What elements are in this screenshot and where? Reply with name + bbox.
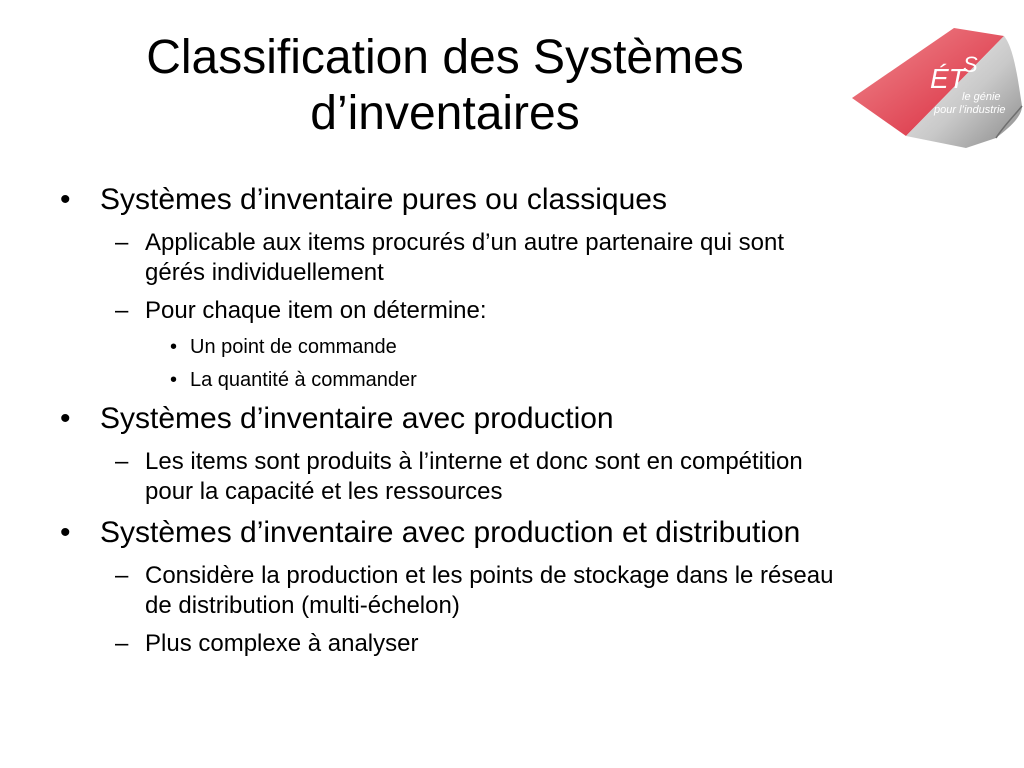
sub-bullet-marker: –	[115, 630, 129, 657]
bullet-marker: •	[60, 402, 71, 435]
sub-bullet-marker: –	[115, 229, 129, 256]
bullet-3-text: Systèmes d’inventaire avec production et distribution	[100, 516, 801, 549]
bullet-1-text: Systèmes d’inventaire pures ou classiques	[100, 183, 667, 216]
logo-superscript: S	[963, 52, 978, 77]
sub-bullet-marker: –	[115, 297, 129, 324]
bullet-2-text: Systèmes d’inventaire avec production	[100, 402, 614, 435]
bullet-marker: •	[60, 183, 71, 216]
sub-sub-bullet-marker: •	[170, 369, 178, 391]
logo-tagline-1: le génie	[962, 91, 1001, 103]
bullet-1-sub-1-line-2: gérés individuellement	[145, 259, 384, 286]
logo-tagline-2: pour l’industrie	[934, 104, 1006, 116]
bullet-3-sub-2-line-1: Plus complexe à analyser	[145, 630, 419, 657]
bullet-3-sub-1-line-1: Considère la production et les points de stockage dans le réseau	[145, 562, 834, 589]
bullet-2-sub-1-line-1: Les items sont produits à l’interne et donc sont en compétition	[145, 448, 803, 475]
bullet-2-sub-1-line-2: pour la capacité et les ressources	[145, 478, 503, 505]
logo-letters: ÉT	[930, 63, 966, 94]
sub-bullet-marker: –	[115, 562, 129, 589]
bullet-1-sub-2-line-1: Pour chaque item on détermine:	[145, 297, 487, 324]
sub-sub-bullet-marker: •	[170, 336, 178, 358]
slide-title-line-2: d’inventaires	[310, 87, 580, 140]
sub-bullet-marker: –	[115, 448, 129, 475]
slide-title-line-1: Classification des Systèmes	[146, 31, 744, 84]
bullet-1-sub-2-item-2: La quantité à commander	[190, 369, 417, 391]
bullet-1-sub-2-item-1: Un point de commande	[190, 336, 397, 358]
bullet-marker: •	[60, 516, 71, 549]
bullet-1-sub-1-line-1: Applicable aux items procurés d’un autre partenaire qui sont	[145, 229, 785, 256]
bullet-3-sub-1-line-2: de distribution (multi-échelon)	[145, 592, 460, 619]
